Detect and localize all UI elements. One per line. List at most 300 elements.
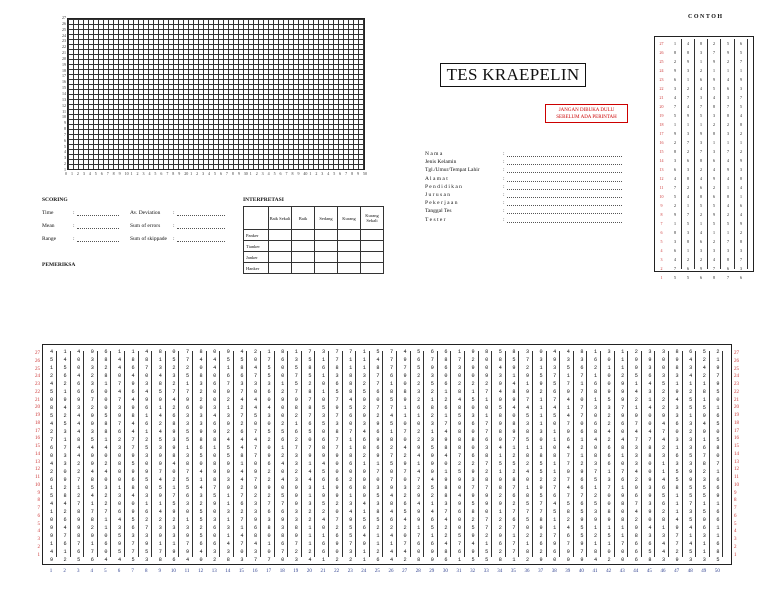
sheet-column-number: 29 bbox=[429, 569, 435, 574]
sheet-column-number: 39 bbox=[565, 569, 571, 574]
graph-x-tick: 7 bbox=[166, 171, 169, 176]
scoring-colon: : bbox=[173, 236, 175, 242]
identity-field-label: N a m a bbox=[425, 151, 443, 157]
sheet-row-number: 12 bbox=[734, 467, 739, 473]
graph-x-tick: 2 bbox=[255, 171, 258, 176]
sheet-answer-line bbox=[410, 351, 411, 557]
graph-y-tick: 7 bbox=[64, 131, 66, 137]
page-title: TES KRAEPELIN bbox=[440, 63, 586, 87]
contoh-digit-column: 4 8 9 3 1 2 7 4 9 1 3 7 2 6 3 8 2 4 1 7 5 3 8 1 2 6 5 bbox=[687, 41, 689, 280]
sheet-row-number: 9 bbox=[37, 490, 40, 496]
graph-x-tick: 2 bbox=[315, 171, 318, 176]
sheet-answer-line bbox=[287, 351, 288, 557]
sheet-column-number: 49 bbox=[701, 569, 707, 574]
graph-x-tick: 1 bbox=[309, 171, 312, 176]
graph-x-tick: 5 bbox=[333, 171, 336, 176]
sheet-answer-line bbox=[546, 351, 547, 557]
sheet-digit-column: 9 5 1 6 7 0 2 1 3 0 2 4 5 5 9 0 3 0 1 1 3 1 3 1 4 3 8 bbox=[226, 349, 230, 563]
contoh-digit-column: 6 5 7 1 9 3 7 5 4 8 2 1 2 9 3 8 4 1 6 4 9 2 8 3 7 3 6 bbox=[740, 41, 742, 280]
sheet-answer-line bbox=[206, 351, 207, 557]
sheet-column-number: 32 bbox=[470, 569, 476, 574]
sheet-row-number: 16 bbox=[734, 436, 739, 442]
graph-x-tick: 4 bbox=[208, 171, 211, 176]
graph-y-tick: 10 bbox=[62, 114, 66, 120]
interp-cell bbox=[315, 252, 338, 263]
interp-header-row bbox=[244, 207, 384, 230]
interp-cell bbox=[315, 230, 338, 241]
graph-y-tick: 20 bbox=[62, 55, 66, 61]
identity-field-colon: : bbox=[503, 167, 505, 174]
interp-column-header: Sedang bbox=[315, 207, 338, 230]
identity-field-label: P e n d i d i k a n bbox=[425, 183, 462, 190]
sheet-digit-column: 8 0 0 9 2 7 1 0 1 7 7 6 3 8 7 2 8 7 9 9 0 7 7 2 1 5 5 bbox=[485, 349, 489, 563]
graph-y-tick: 11 bbox=[62, 108, 66, 114]
sheet-digit-column: 4 3 5 1 7 9 4 1 4 7 9 6 4 7 7 0 7 4 7 5 8 2 4 6 7 9 0 bbox=[566, 349, 570, 563]
graph-x-tick: 9 bbox=[237, 171, 240, 176]
identity-field-line bbox=[507, 181, 622, 182]
sheet-column-number: 23 bbox=[347, 569, 353, 574]
graph-x-tick: 3 bbox=[82, 171, 85, 176]
graph-x-tick: 8 bbox=[291, 171, 294, 176]
graph-x-tick: 9 bbox=[297, 171, 300, 176]
sheet-digit-column: 8 9 8 3 1 9 4 3 3 6 0 3 1 6 3 5 5 8 1 1 1 4 9 7 7 2 9 bbox=[675, 349, 679, 563]
sheet-column-number: 6 bbox=[117, 569, 121, 574]
sheet-row-number: 16 bbox=[35, 436, 40, 442]
interp-row bbox=[244, 252, 384, 263]
graph-x-tick: 7 bbox=[285, 171, 288, 176]
graph-x-tick: 7 bbox=[106, 171, 109, 176]
interp-row bbox=[244, 263, 384, 274]
interp-row-label: Hanker bbox=[244, 263, 269, 274]
warning-line-1: JANGAN DIBUKA DULU bbox=[558, 108, 615, 113]
scoring-line bbox=[177, 215, 225, 216]
sheet-digit-column: 1 3 5 7 5 7 9 8 2 1 6 2 7 3 3 2 3 9 9 0 3 3 8 9 7 2 3 bbox=[294, 349, 298, 563]
sheet-row-number: 15 bbox=[734, 444, 739, 449]
graph-y-tick: 16 bbox=[62, 79, 66, 85]
sheet-row-number: 4 bbox=[734, 529, 737, 535]
sheet-digit-column: 3 0 1 0 0 9 5 3 2 2 4 2 6 6 6 1 3 7 0 0 8 9 1 5 1 0 2 bbox=[607, 349, 611, 563]
interp-row-label: Tianker bbox=[244, 241, 269, 252]
sheet-answer-line bbox=[382, 351, 383, 557]
interp-cell bbox=[315, 263, 338, 274]
contoh-answer-line bbox=[707, 39, 708, 269]
sheet-digit-column: 7 1 1 8 8 8 4 5 6 0 7 1 1 8 6 0 2 6 1 3 4 9 5 5 7 3 2 bbox=[349, 349, 353, 563]
graph-x-tick: 2 bbox=[196, 171, 199, 176]
sheet-column-number: 4 bbox=[90, 569, 94, 574]
sheet-row-number: 11 bbox=[35, 475, 40, 480]
sheet-digit-column: 5 6 5 2 2 3 2 6 1 0 2 2 9 4 1 4 7 2 9 4 9 9 1 7 6 0 8 bbox=[417, 349, 421, 563]
sheet-digit-column: 8 3 6 7 1 7 0 7 7 0 6 1 2 1 2 9 6 6 7 6 5 9 5 5 9 7 9 bbox=[580, 349, 584, 563]
graph-y-tick: 5 bbox=[64, 143, 66, 149]
identity-field-line bbox=[507, 222, 622, 223]
sheet-column-number: 26 bbox=[388, 569, 394, 574]
sheet-answer-line bbox=[532, 351, 533, 557]
sheet-column-number: 21 bbox=[320, 569, 326, 574]
sheet-row-number: 17 bbox=[35, 428, 40, 434]
graph-x-tick: 4 bbox=[88, 171, 91, 176]
sheet-answer-line bbox=[301, 351, 302, 557]
scoring-label: Sum of errors bbox=[130, 223, 161, 229]
sheet-row-number: 26 bbox=[734, 358, 739, 364]
identity-field-line bbox=[507, 213, 622, 214]
sheet-column-number: 10 bbox=[170, 569, 176, 574]
sheet-row-number: 7 bbox=[37, 506, 40, 511]
graph-y-tick: 13 bbox=[62, 96, 66, 102]
sheet-column-number: 8 bbox=[144, 569, 148, 574]
sheet-column-number: 41 bbox=[592, 569, 598, 574]
graph-x-tick: 6 bbox=[339, 171, 342, 176]
sheet-row-number: 21 bbox=[734, 397, 739, 403]
interp-cell bbox=[338, 263, 361, 274]
sheet-digit-column: 1 1 1 2 9 9 9 7 9 6 0 4 8 1 0 7 6 1 9 8 0 8 1 1 7 0 0 bbox=[621, 349, 625, 563]
identity-field-label: A l a m a t bbox=[425, 175, 448, 182]
sheet-column-number: 36 bbox=[524, 569, 530, 574]
identity-field-colon: : bbox=[503, 175, 505, 182]
scoring-colon: : bbox=[73, 210, 75, 216]
sheet-column-number: 47 bbox=[674, 569, 680, 574]
sheet-row-number: 23 bbox=[734, 382, 739, 387]
graph-x-tick: 3 bbox=[261, 171, 264, 176]
kraepelin-answer-sheet bbox=[42, 344, 732, 565]
warning-stamp bbox=[545, 104, 628, 123]
sheet-column-number: 12 bbox=[198, 569, 204, 574]
sheet-answer-line bbox=[56, 351, 57, 557]
graph-y-tick: 9 bbox=[64, 120, 66, 126]
graph-y-tick: 19 bbox=[62, 61, 66, 67]
sheet-answer-line bbox=[396, 351, 397, 557]
sheet-digit-column: 0 5 2 3 2 7 4 2 6 8 9 3 9 8 4 0 2 1 7 5 9 2 3 3 1 9 6 bbox=[172, 349, 176, 563]
interp-cell bbox=[338, 241, 361, 252]
sheet-answer-line bbox=[450, 351, 451, 557]
sheet-digit-column: 1 8 6 4 9 6 4 9 8 4 4 7 7 9 5 9 6 8 4 0 9 5 6 3 7 7 5 bbox=[131, 349, 135, 563]
sheet-digit-column: 6 7 9 3 5 2 1 8 2 3 1 3 5 9 9 0 4 5 2 1 4 6 5 1 6 9 0 bbox=[430, 349, 434, 563]
interp-cell bbox=[269, 230, 292, 241]
graph-x-tick: 50 bbox=[363, 171, 367, 176]
sheet-digit-column: 0 3 3 2 3 6 7 2 9 0 3 5 4 0 9 4 8 5 4 1 7 8 2 0 1 7 6 bbox=[90, 349, 94, 563]
sheet-column-number: 50 bbox=[714, 569, 720, 574]
graph-x-tick: 5 bbox=[214, 171, 216, 176]
identity-field-line bbox=[507, 156, 622, 157]
sheet-answer-line bbox=[70, 351, 71, 557]
contoh-digit-column: 2 7 9 1 9 5 4 8 3 2 8 1 3 6 4 9 2 6 5 9 5 1 2 3 4 7 8 bbox=[713, 41, 715, 280]
sheet-column-number: 13 bbox=[211, 569, 217, 574]
sheet-row-number: 13 bbox=[35, 459, 40, 465]
graph-x-tick: 4 bbox=[327, 171, 330, 176]
sheet-row-number: 27 bbox=[734, 351, 739, 356]
graph-y-tick: 17 bbox=[62, 73, 66, 79]
interp-row bbox=[244, 241, 384, 252]
sheet-column-number: 24 bbox=[361, 569, 367, 574]
sheet-answer-line bbox=[559, 351, 560, 557]
sheet-digit-column: 5 4 8 7 7 6 0 7 2 9 6 9 6 9 1 7 0 3 5 3 8 5 2 1 1 2 6 bbox=[376, 349, 380, 563]
contoh-answer-line bbox=[747, 39, 748, 269]
sheet-digit-column: 3 7 2 9 1 9 7 4 5 3 8 5 1 8 2 4 0 1 8 5 7 5 0 2 1 8 2 bbox=[525, 349, 530, 563]
interp-cell bbox=[292, 241, 315, 252]
sheet-column-number: 44 bbox=[633, 569, 639, 574]
graph-x-tick: 8 bbox=[172, 171, 175, 176]
graph-x-tick: 5 bbox=[94, 171, 97, 176]
scoring-line bbox=[177, 228, 225, 229]
sheet-column-number: 42 bbox=[606, 569, 612, 574]
scoring-line bbox=[77, 215, 119, 216]
graph-y-tick: 25 bbox=[62, 26, 66, 32]
sheet-digit-column: 9 2 9 0 2 1 5 0 3 6 0 8 0 6 2 9 3 7 9 5 8 2 5 9 4 9 5 bbox=[471, 349, 475, 563]
graph-y-tick: 1 bbox=[64, 167, 66, 172]
sheet-column-number: 28 bbox=[415, 569, 421, 574]
sheet-answer-line bbox=[722, 351, 723, 557]
sheet-row-number: 13 bbox=[734, 459, 739, 465]
graph-y-tick: 12 bbox=[62, 102, 66, 108]
sheet-answer-line bbox=[586, 351, 587, 557]
sheet-row-number: 5 bbox=[734, 521, 737, 527]
graph-x-tick: 30 bbox=[243, 171, 248, 176]
sheet-digit-column: 4 0 0 4 6 6 9 3 4 4 4 8 4 4 2 2 7 1 2 7 8 9 9 8 7 6 5 bbox=[77, 349, 81, 563]
sheet-column-number: 40 bbox=[578, 569, 584, 574]
sheet-digit-column: 7 7 8 3 6 5 7 9 7 3 8 7 7 9 0 0 6 9 9 2 0 7 2 6 9 0 2 bbox=[335, 349, 339, 563]
identity-field-colon: : bbox=[503, 208, 505, 215]
sheet-digit-column: 5 8 4 3 0 4 0 5 8 9 8 0 4 1 5 1 0 8 2 9 1 2 2 0 6 2 8 bbox=[498, 349, 502, 563]
interpretasi-table bbox=[243, 206, 384, 274]
sheet-digit-column: 8 6 0 0 1 2 9 0 0 2 5 6 1 2 4 0 4 0 5 7 6 9 3 8 6 7 0 bbox=[281, 349, 285, 563]
interp-cell bbox=[315, 241, 338, 252]
scoring-line bbox=[177, 241, 225, 242]
scoring-colon: : bbox=[173, 210, 175, 216]
scoring-label: Range bbox=[42, 236, 57, 242]
sheet-digit-column: 2 9 0 5 1 4 2 1 9 7 4 7 3 3 3 4 2 0 6 7 4 2 0 8 6 6 6 bbox=[634, 349, 638, 563]
sheet-digit-column: 8 4 0 8 3 2 2 0 3 3 9 8 6 5 0 4 1 4 3 2 5 5 2 5 6 4 0 bbox=[199, 349, 203, 563]
sheet-answer-line bbox=[97, 351, 98, 557]
sheet-row-number: 8 bbox=[734, 498, 737, 504]
sheet-row-number: 25 bbox=[35, 366, 40, 372]
sheet-row-number: 23 bbox=[35, 382, 40, 387]
sheet-row-number: 7 bbox=[734, 506, 737, 511]
interp-cell bbox=[338, 252, 361, 263]
sheet-digit-column: 7 7 2 5 1 7 9 6 3 3 5 5 1 3 8 7 5 5 6 3 0 1 3 9 7 9 4 bbox=[185, 349, 190, 563]
interpretasi-heading: INTERPRETASI bbox=[243, 197, 284, 203]
contoh-row-numbers: 27 26 25 24 23 22 21 20 19 18 17 16 15 14 13 12 11 10 9 8 7 6 5 4 3 2 1 bbox=[659, 41, 664, 280]
sheet-row-number: 14 bbox=[734, 451, 739, 457]
sheet-row-number: 18 bbox=[35, 420, 40, 426]
interp-cell bbox=[269, 241, 292, 252]
sheet-row-number: 27 bbox=[35, 351, 40, 356]
interp-corner bbox=[244, 207, 269, 230]
contoh-answer-line bbox=[734, 39, 735, 269]
sheet-answer-line bbox=[110, 351, 111, 557]
warning-line-2: SEBELUM ADA PERINTAH bbox=[556, 115, 617, 120]
sheet-answer-line bbox=[518, 351, 519, 557]
graph-x-tick: 3 bbox=[321, 171, 324, 176]
sheet-answer-line bbox=[614, 351, 615, 557]
graph-x-tick: 4 bbox=[267, 171, 270, 176]
interp-cell bbox=[292, 263, 315, 274]
sheet-answer-line bbox=[600, 351, 601, 557]
sheet-column-number: 27 bbox=[402, 569, 408, 574]
sheet-answer-line bbox=[342, 351, 343, 557]
scoring-label: Time bbox=[42, 210, 54, 216]
sheet-row-number: 8 bbox=[37, 498, 40, 504]
sheet-row-number: 2 bbox=[37, 544, 40, 550]
sheet-digit-column: 5 2 4 2 1 8 1 5 9 4 9 1 6 7 8 2 3 5 5 1 5 0 6 3 1 1 3 bbox=[702, 349, 706, 563]
sheet-answer-line bbox=[464, 351, 465, 557]
graph-y-tick: 27 bbox=[62, 15, 66, 20]
sheet-column-number: 25 bbox=[374, 569, 380, 574]
sheet-answer-line bbox=[491, 351, 492, 557]
sheet-digit-column: 4 9 3 7 5 6 7 4 5 0 1 1 0 8 1 1 2 7 6 4 5 1 1 7 9 6 0 bbox=[553, 349, 557, 563]
sheet-digit-column: 4 5 8 6 3 7 4 2 7 2 6 4 4 8 1 4 4 2 7 6 2 7 1 4 7 0 3 bbox=[240, 349, 244, 563]
sheet-row-number: 1 bbox=[734, 552, 737, 558]
sheet-row-number: 24 bbox=[734, 374, 739, 380]
identity-field-label: T e s t e r bbox=[425, 216, 446, 223]
sheet-column-number: 11 bbox=[184, 569, 190, 574]
sheet-digit-column: 7 5 8 5 2 8 7 8 7 6 5 0 7 9 1 4 4 3 1 3 2 2 1 1 1 2 4 bbox=[308, 349, 312, 563]
sheet-answer-line bbox=[260, 351, 261, 557]
graph-y-tick: 26 bbox=[62, 20, 66, 26]
sheet-digit-column: 6 4 3 4 1 2 5 5 1 3 2 3 3 5 3 9 9 5 5 7 3 5 4 1 4 5 3 bbox=[689, 349, 693, 563]
sheet-digit-column: 1 1 1 3 2 5 0 2 9 3 4 6 8 2 1 9 0 8 0 4 1 5 6 4 9 1 1 bbox=[362, 349, 366, 563]
graph-x-tick: 5 bbox=[154, 171, 157, 176]
graph-x-tick: 6 bbox=[279, 171, 282, 176]
graph-y-tick: 2 bbox=[64, 161, 66, 167]
scoring-colon: : bbox=[73, 223, 75, 229]
sheet-row-number: 10 bbox=[35, 482, 40, 488]
sheet-column-number: 22 bbox=[334, 569, 340, 574]
sheet-column-number: 33 bbox=[483, 569, 489, 574]
sheet-answer-line bbox=[314, 351, 315, 557]
identity-field-line bbox=[507, 164, 622, 165]
scoring-line bbox=[77, 241, 119, 242]
graph-x-tick: 0 bbox=[65, 171, 67, 176]
graph-x-tick: 20 bbox=[184, 171, 189, 176]
identity-field-line bbox=[507, 205, 622, 206]
graph-y-tick: 6 bbox=[64, 137, 66, 143]
interp-column-header: Kurang bbox=[338, 207, 361, 230]
graph-y-tick: 8 bbox=[64, 126, 66, 132]
sheet-answer-line bbox=[627, 351, 628, 557]
graph-x-tick: 9 bbox=[357, 171, 360, 176]
graph-x-tick: 4 bbox=[148, 171, 151, 176]
sheet-column-number: 2 bbox=[63, 569, 66, 574]
sheet-column-number: 38 bbox=[551, 569, 557, 574]
sheet-column-number: 16 bbox=[252, 569, 258, 574]
sheet-digit-column: 8 1 3 4 8 5 0 1 4 2 4 5 3 0 0 7 4 5 9 1 4 2 3 0 1 7 8 bbox=[158, 349, 162, 563]
sheet-digit-column: 0 4 4 0 6 0 0 3 4 6 9 8 1 0 8 9 8 7 5 9 0 3 6 0 6 3 2 bbox=[213, 349, 217, 563]
sheet-answer-line bbox=[654, 351, 655, 557]
sheet-digit-column: 3 0 0 3 5 2 2 2 9 4 7 4 2 3 1 1 4 6 5 6 2 8 1 3 4 4 3 bbox=[661, 349, 666, 563]
sheet-row-number: 14 bbox=[35, 451, 40, 457]
identity-field-label: Jenis Kelamin bbox=[425, 159, 457, 166]
sheet-row-number: 5 bbox=[37, 521, 40, 527]
sheet-digit-column: 8 5 9 1 4 8 9 4 0 8 9 7 1 2 5 2 8 7 6 2 7 6 7 1 7 7 1 bbox=[512, 349, 516, 563]
interp-row-label: Panker bbox=[244, 230, 269, 241]
graph-y-tick: 23 bbox=[62, 38, 66, 44]
sheet-column-number: 43 bbox=[619, 569, 625, 574]
sheet-answer-line bbox=[423, 351, 424, 557]
sheet-digit-column: 6 8 2 8 1 0 0 0 5 8 8 1 4 0 2 4 0 3 2 2 7 1 1 0 6 0 4 bbox=[104, 349, 108, 563]
graph-x-tick: 8 bbox=[231, 171, 234, 176]
graph-y-tick: 21 bbox=[62, 50, 66, 56]
sheet-row-number: 1 bbox=[37, 552, 40, 558]
graph-y-tick: 15 bbox=[62, 85, 66, 91]
identity-field-colon: : bbox=[503, 200, 505, 207]
graph-x-tick: 1 bbox=[70, 171, 73, 176]
sheet-answer-line bbox=[682, 351, 683, 557]
sheet-answer-line bbox=[246, 351, 247, 557]
sheet-answer-line bbox=[192, 351, 193, 557]
graph-x-tick: 2 bbox=[136, 171, 139, 176]
sheet-column-number: 19 bbox=[293, 569, 299, 574]
sheet-digit-column: 0 3 1 5 9 2 1 1 1 1 3 0 1 8 5 5 2 9 5 7 7 8 9 2 6 2 9 bbox=[539, 349, 543, 563]
sheet-digit-column: 1 6 2 1 6 8 1 3 0 6 8 4 0 8 3 7 5 1 2 5 3 9 1 2 1 8 4 bbox=[593, 349, 598, 563]
interp-column-header: Baik Sekali bbox=[269, 207, 292, 230]
graph-y-tick: 4 bbox=[64, 149, 66, 155]
pemeriksa-label: PEMERIKSA bbox=[42, 262, 76, 268]
graph-x-tick: 6 bbox=[219, 171, 222, 176]
sheet-column-number: 14 bbox=[225, 569, 231, 574]
sheet-answer-line bbox=[219, 351, 220, 557]
sheet-digit-column: 6 8 6 0 6 1 2 6 1 7 4 9 8 4 0 1 9 8 8 3 7 4 2 2 4 8 6 bbox=[444, 349, 448, 563]
graph-x-tick: 1 bbox=[130, 171, 133, 176]
sheet-answer-line bbox=[328, 351, 329, 557]
identity-field-label: Tgl./Umur/Tempat Lahir bbox=[425, 167, 480, 174]
sheet-digit-column: 1 7 5 5 3 6 0 4 3 0 5 2 0 9 6 2 2 9 2 7 6 3 8 0 1 0 7 bbox=[267, 349, 271, 563]
scoring-label: Sum of skippade bbox=[130, 236, 167, 242]
sheet-answer-line bbox=[505, 351, 506, 557]
sheet-row-number: 12 bbox=[35, 467, 40, 473]
interp-column-header: Baik bbox=[292, 207, 315, 230]
scoring-line bbox=[77, 228, 119, 229]
sheet-column-number: 15 bbox=[238, 569, 244, 574]
interp-cell bbox=[269, 252, 292, 263]
sheet-answer-line bbox=[124, 351, 125, 557]
sheet-column-number: 1 bbox=[49, 569, 53, 574]
sheet-digit-column: 1 7 3 0 2 8 4 8 5 9 8 8 8 7 2 5 9 0 4 9 6 0 0 5 7 6 1 bbox=[457, 349, 462, 563]
contoh-example-sheet bbox=[654, 36, 754, 280]
sheet-answer-line bbox=[641, 351, 642, 557]
sheet-answer-line bbox=[369, 351, 370, 557]
contoh-digit-column: 5 9 2 1 4 6 3 7 8 2 3 1 7 4 9 4 1 8 4 2 5 1 7 3 8 6 7 bbox=[727, 41, 729, 280]
graph-x-tick: 5 bbox=[273, 171, 276, 176]
sheet-column-number: 3 bbox=[76, 569, 80, 574]
interp-cell bbox=[269, 263, 292, 274]
sheet-row-number: 9 bbox=[734, 490, 737, 496]
sheet-answer-line bbox=[709, 351, 710, 557]
contoh-digit-column: 8 3 1 2 6 4 3 7 5 1 9 3 7 8 2 4 6 8 5 2 1 4 6 3 2 9 6 bbox=[700, 41, 702, 280]
sheet-column-number: 35 bbox=[510, 569, 516, 574]
identity-field-line bbox=[507, 197, 622, 198]
sheet-answer-line bbox=[668, 351, 669, 557]
interp-cell bbox=[361, 263, 384, 274]
sheet-answer-line bbox=[178, 351, 179, 557]
sheet-column-number: 46 bbox=[660, 569, 666, 574]
sheet-digit-column: 1 4 5 6 2 1 9 4 2 5 3 1 7 3 3 0 9 2 8 4 2 6 4 7 6 1 2 bbox=[63, 349, 67, 563]
interp-cell bbox=[292, 252, 315, 263]
graph-x-tick: 3 bbox=[142, 171, 145, 176]
identity-field-colon: : bbox=[503, 151, 505, 157]
scoring-colon: : bbox=[173, 223, 175, 229]
identity-field-colon: : bbox=[503, 216, 505, 223]
scoring-label: Mean bbox=[42, 223, 55, 229]
identity-field-colon: : bbox=[503, 183, 505, 190]
graph-x-tick: 2 bbox=[76, 171, 79, 176]
graph-x-tick: 10 bbox=[124, 171, 129, 176]
interp-row-label: Janker bbox=[244, 252, 269, 263]
sheet-row-number: 6 bbox=[37, 513, 40, 519]
performance-graph-grid bbox=[67, 18, 365, 170]
interp-cell bbox=[361, 252, 384, 263]
sheet-row-number: 17 bbox=[734, 428, 739, 434]
sheet-answer-line bbox=[138, 351, 139, 557]
sheet-answer-line bbox=[573, 351, 574, 557]
